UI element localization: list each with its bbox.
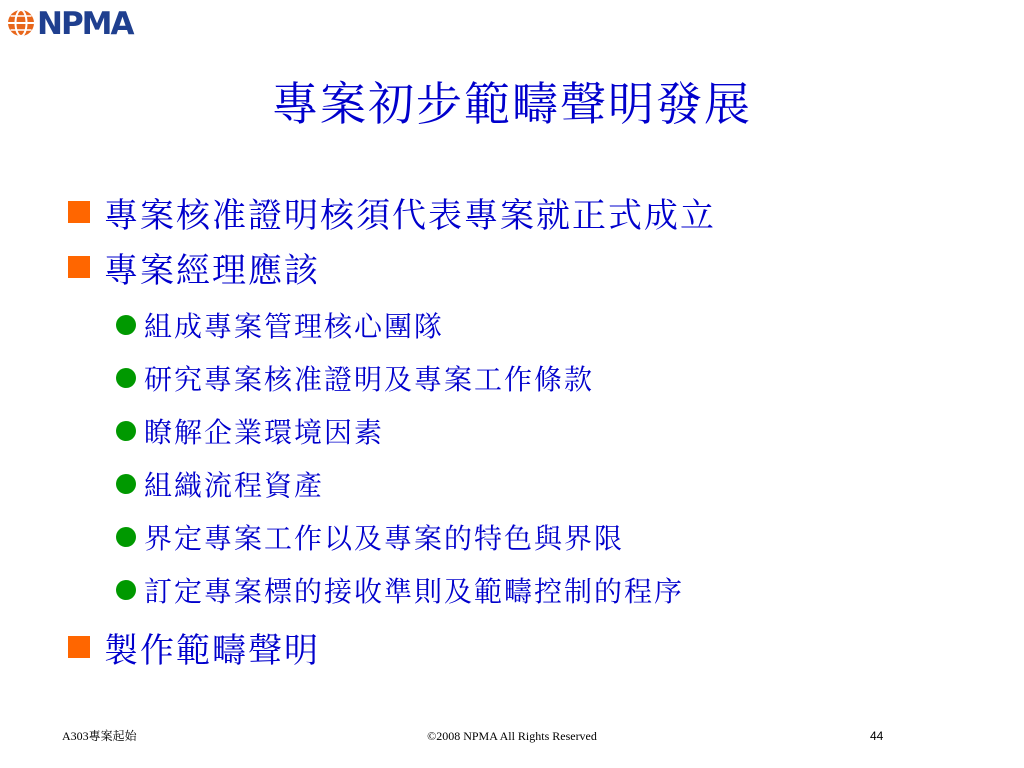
sub-bullet-item bbox=[116, 305, 444, 345]
logo-wordmark: NPMA bbox=[37, 6, 133, 42]
round-bullet-icon bbox=[116, 580, 136, 600]
sub-bullet-text: 界定專案工作以及專案的特色與界限 bbox=[144, 522, 625, 555]
sub-bullet-text: 瞭解企業環境因素 bbox=[144, 416, 385, 449]
square-bullet-icon bbox=[68, 636, 90, 658]
bullet-item bbox=[68, 243, 320, 291]
square-bullet-icon bbox=[68, 256, 90, 278]
bullet-item bbox=[68, 188, 716, 236]
round-bullet-icon bbox=[116, 474, 136, 494]
round-bullet-icon bbox=[116, 421, 136, 441]
sub-bullet-item bbox=[116, 570, 684, 610]
footer-copyright: ©2008 NPMA All Rights Reserved bbox=[427, 729, 597, 743]
round-bullet-icon bbox=[116, 315, 136, 335]
page-number: 44 bbox=[870, 729, 884, 743]
bullet-text: 製作範疇聲明 bbox=[104, 630, 320, 671]
slide-title: 專案初步範疇聲明發展 bbox=[272, 77, 752, 131]
footer-course-code: A303專案起始 bbox=[62, 729, 137, 743]
sub-bullet-text: 組成專案管理核心團隊 bbox=[144, 310, 445, 343]
round-bullet-icon bbox=[116, 368, 136, 388]
bullet-item bbox=[68, 623, 320, 671]
sub-bullet-text: 研究專案核准證明及專案工作條款 bbox=[144, 363, 595, 396]
sub-bullet-text: 訂定專案標的接收準則及範疇控制的程序 bbox=[144, 575, 685, 608]
bullet-text: 專案核准證明核須代表專案就正式成立 bbox=[104, 195, 716, 236]
sub-bullet-item bbox=[116, 517, 624, 557]
square-bullet-icon bbox=[68, 201, 90, 223]
bullet-text: 專案經理應該 bbox=[104, 250, 320, 291]
sub-bullet-text: 組織流程資產 bbox=[144, 469, 325, 502]
round-bullet-icon bbox=[116, 527, 136, 547]
sub-bullet-item bbox=[116, 464, 324, 504]
sub-bullet-item bbox=[116, 358, 594, 398]
sub-bullet-item bbox=[116, 411, 384, 451]
